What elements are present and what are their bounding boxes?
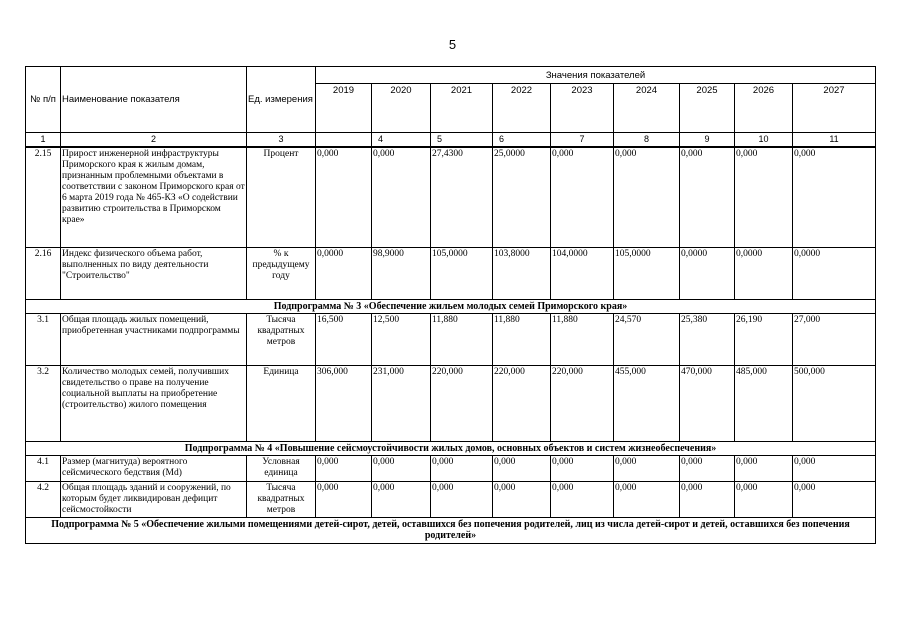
value-cell: 0,000 xyxy=(614,481,680,517)
subprogram-3-title: Подпрограмма № 3 «Обеспечение жильем молодых семей Приморского края» xyxy=(26,299,876,313)
value-cell: 25,380 xyxy=(680,313,735,365)
column-number: 6 xyxy=(493,133,551,148)
value-cell: 27,000 xyxy=(793,313,876,365)
column-number: 3 xyxy=(247,133,316,148)
table-row xyxy=(26,365,876,441)
table-row xyxy=(26,455,876,481)
value-cell: 105,0000 xyxy=(614,247,680,299)
value-cell: 0,000 xyxy=(316,481,372,517)
section-row xyxy=(26,299,876,313)
year-2024: 2024 xyxy=(614,84,680,133)
value-cell: 0,000 xyxy=(316,455,372,481)
value-cell: 0,0000 xyxy=(793,247,876,299)
value-cell: 0,000 xyxy=(551,147,614,247)
year-2021: 2021 xyxy=(431,84,493,133)
header-unit: Ед. измерения xyxy=(247,67,316,133)
header-num: № п/п xyxy=(26,67,61,133)
indicator-name: Размер (магнитуда) вероятного сейсмического бедствия (Md) xyxy=(61,455,247,481)
value-cell: 0,000 xyxy=(614,147,680,247)
value-cell: 0,000 xyxy=(793,455,876,481)
row-number: 2.15 xyxy=(26,147,61,247)
value-cell: 500,000 xyxy=(793,365,876,441)
table-row xyxy=(26,481,876,517)
value-cell: 0,000 xyxy=(551,481,614,517)
value-cell: 105,0000 xyxy=(431,247,493,299)
value-cell: 0,000 xyxy=(614,455,680,481)
value-cell: 0,000 xyxy=(680,481,735,517)
table-row xyxy=(26,313,876,365)
value-cell: 0,000 xyxy=(793,147,876,247)
table-row xyxy=(26,247,876,299)
column-number: 8 xyxy=(614,133,680,148)
row-number: 4.2 xyxy=(26,481,61,517)
value-cell: 98,9000 xyxy=(372,247,431,299)
value-cell: 0,000 xyxy=(735,455,793,481)
value-cell: 0,000 xyxy=(680,147,735,247)
value-cell: 27,4300 xyxy=(431,147,493,247)
row-number: 3.2 xyxy=(26,365,61,441)
indicators-table xyxy=(25,66,876,544)
value-cell: 220,000 xyxy=(551,365,614,441)
indicator-name: Прирост инженерной инфраструктуры Приморского края к жилым домам, признанным проблемными объектами в соответствии с законом Приморского края от 6 марта 2019 года № 465-КЗ «О содействии развитию строительства в Приморском крае» xyxy=(61,147,247,247)
value-cell: 11,880 xyxy=(493,313,551,365)
indicator-name: Индекс физического объема работ, выполненных по виду деятельности "Строительство" xyxy=(61,247,247,299)
row-number: 4.1 xyxy=(26,455,61,481)
column-number: 10 xyxy=(735,133,793,148)
year-2022: 2022 xyxy=(493,84,551,133)
value-cell: 0,0000 xyxy=(735,247,793,299)
value-cell: 0,000 xyxy=(735,481,793,517)
indicator-name: Количество молодых семей, получивших свидетельство о праве на получение социальной выплаты на приобретение (строительство) жилого помещения xyxy=(61,365,247,441)
subprogram-4-title: Подпрограмма № 4 «Повышение сейсмоустойчивости жилых домов, основных объектов и систем жизнеобеспечения» xyxy=(26,441,876,455)
indicator-name: Общая площадь жилых помещений, приобретенная участниками подпрограммы xyxy=(61,313,247,365)
value-cell: 12,500 xyxy=(372,313,431,365)
unit: Условная единица xyxy=(247,455,316,481)
subprogram-5-title: Подпрограмма № 5 «Обеспечение жилыми помещениями детей-сирот, детей, оставшихся без попечения родителей, лиц из числа детей-сирот и детей, оставшихся без попечения родителей» xyxy=(26,517,876,543)
year-2020: 2020 xyxy=(372,84,431,133)
section-row xyxy=(26,441,876,455)
column-number: 2 xyxy=(61,133,247,148)
year-2026: 2026 xyxy=(735,84,793,133)
value-cell: 16,500 xyxy=(316,313,372,365)
column-number: 5 xyxy=(431,133,493,148)
year-2027: 2027 xyxy=(793,84,876,133)
year-2019: 2019 xyxy=(316,84,372,133)
row-number: 2.16 xyxy=(26,247,61,299)
value-cell: 0,000 xyxy=(735,147,793,247)
value-cell: 24,570 xyxy=(614,313,680,365)
unit: Тысяча квадратных метров xyxy=(247,313,316,365)
value-cell: 220,000 xyxy=(493,365,551,441)
year-2023: 2023 xyxy=(551,84,614,133)
value-cell: 0,000 xyxy=(316,147,372,247)
value-cell: 0,000 xyxy=(551,455,614,481)
value-cell: 0,000 xyxy=(431,481,493,517)
header-values: Значения показателей xyxy=(316,67,876,84)
value-cell: 0,0000 xyxy=(680,247,735,299)
column-number: 1 xyxy=(26,133,61,148)
value-cell: 470,000 xyxy=(680,365,735,441)
year-2025: 2025 xyxy=(680,84,735,133)
value-cell: 11,880 xyxy=(551,313,614,365)
unit: Тысяча квадратных метров xyxy=(247,481,316,517)
value-cell: 0,000 xyxy=(372,481,431,517)
unit: Процент xyxy=(247,147,316,247)
value-cell: 455,000 xyxy=(614,365,680,441)
column-number: 7 xyxy=(551,133,614,148)
unit: % к предыдущему году xyxy=(247,247,316,299)
value-cell: 103,8000 xyxy=(493,247,551,299)
indicator-name: Общая площадь зданий и сооружений, по которым будет ликвидирован дефицит сейсмостойкости xyxy=(61,481,247,517)
value-cell: 306,000 xyxy=(316,365,372,441)
value-cell: 0,000 xyxy=(680,455,735,481)
value-cell: 0,000 xyxy=(372,455,431,481)
value-cell: 26,190 xyxy=(735,313,793,365)
header-name: Наименование показателя xyxy=(61,67,247,133)
column-number xyxy=(316,133,372,148)
value-cell: 485,000 xyxy=(735,365,793,441)
column-numbers-row xyxy=(26,133,876,148)
value-cell: 0,0000 xyxy=(316,247,372,299)
column-number: 4 xyxy=(372,133,431,148)
section-row xyxy=(26,517,876,543)
value-cell: 0,000 xyxy=(372,147,431,247)
value-cell: 11,880 xyxy=(431,313,493,365)
value-cell: 0,000 xyxy=(493,481,551,517)
value-cell: 104,0000 xyxy=(551,247,614,299)
value-cell: 220,000 xyxy=(431,365,493,441)
value-cell: 231,000 xyxy=(372,365,431,441)
table-row xyxy=(26,147,876,247)
value-cell: 0,000 xyxy=(431,455,493,481)
value-cell: 0,000 xyxy=(493,455,551,481)
column-number: 9 xyxy=(680,133,735,148)
value-cell: 0,000 xyxy=(793,481,876,517)
page-number: 5 xyxy=(448,37,457,52)
unit: Единица xyxy=(247,365,316,441)
column-number: 11 xyxy=(793,133,876,148)
value-cell: 25,0000 xyxy=(493,147,551,247)
row-number: 3.1 xyxy=(26,313,61,365)
